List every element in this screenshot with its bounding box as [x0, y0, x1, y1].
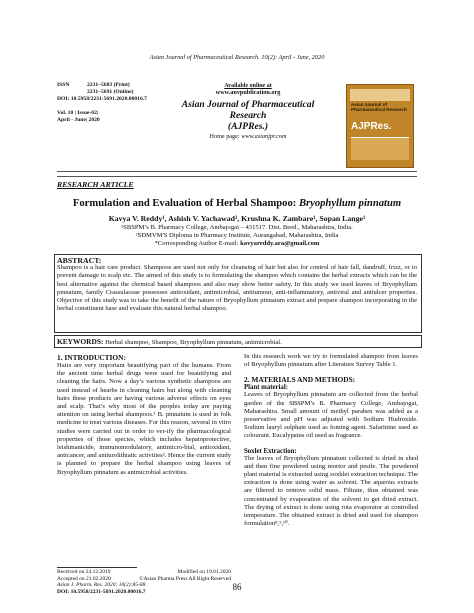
date-modified: Modified on 19.01.2020: [177, 569, 231, 575]
footer-doi: DOI: 10.5958/2231-5691.2020.00016.7: [57, 588, 146, 595]
article-title: [40, 198, 434, 209]
right-column: [244, 353, 418, 528]
citation: Asian J. Pharm. Res. 2020; 10(2):85-88.: [57, 582, 147, 589]
issn-vol: Vol. 10 | Issue-02|: [57, 109, 99, 116]
page-number: 86: [232, 582, 242, 592]
available-online-label: Available online at: [224, 83, 272, 89]
title-main: Formulation and Evaluation of Herbal Shampoo:: [72, 198, 299, 209]
issn-label: ISSN: [57, 82, 70, 88]
issn-doi: DOI: 10.5958/2231-5691.2020.00016.7: [57, 96, 147, 103]
intro-heading: 1. INTRODUCTION:: [57, 353, 126, 362]
corresponding-author: [40, 240, 434, 248]
running-head: Asian Journal of Pharmaceutical Research. 10(2): April - June, 2020: [149, 54, 325, 61]
header-rule: [57, 176, 417, 177]
abstract-text: Shampoo is a hair care product. Shampoos are used not only for cleansing of hair but also for control of hair fall, dandruff, frizz, or to prevent damage to scalp etc. The aimed of this study is to formulating the shampoo which contains the herbal extracts which can be the best alternative against the chemical based shampoos and also may show better safety. In this study we used leaves of Bryophyllum pinnatum, family Crassulaceae possesses antioxidant, antimicrobial, antitumour, anti-inflammatory, antiviral and antiulcer properties. Objective of this study was to take the benefit of the nature of Bryophyllum pinnatum extract and prepare shampoo incorporating in the herbal constituent base and evaluate this natural herbal shampoo.: [57, 264, 417, 313]
home-page-label: Home page: [209, 133, 238, 140]
affiliation-2: ²SDMVM'S Diploma in Pharmacy Institute, Aurangabad, Maharashtra, India: [135, 232, 339, 239]
home-page-url[interactable]: www.asianjpr.com: [241, 133, 287, 140]
date-received: Received on 24.12.2019: [57, 569, 111, 575]
journal-name-line2: (AJPRes.): [227, 121, 269, 132]
journal-header: [168, 83, 328, 140]
corresponding-label: *Corresponding Author E-mail:: [154, 240, 241, 247]
issn-block: [57, 82, 147, 124]
left-column: [57, 353, 231, 477]
affiliation-1: ¹SBSPM’s B. Pharmacy College, Ambajogai – 431517. Dist. Beed., Maharashtra, India.: [121, 224, 353, 231]
intro-continuation: In this research work we try to formulated shampoo from leaves of Bryophyllum pinnatum after Literature Survey Table 1.: [244, 353, 418, 369]
article-type-label: RESEARCH ARTICLE: [57, 180, 134, 189]
header-rule: [57, 171, 417, 172]
date-accepted: Accepted on 21.02.2020: [57, 575, 111, 582]
issn-period: April - June| 2020: [57, 116, 100, 123]
home-page: Home page: www.asianjpr.com: [209, 133, 287, 140]
publisher-url[interactable]: www.anvpublication.org: [215, 89, 281, 96]
cover-title: Asian Journal of Pharmaceutical Research: [351, 102, 407, 113]
journal-cover-image: [346, 84, 414, 168]
author-list: Kavya V. Reddy¹, Ashish V. Yachawad², Krushna K. Zambare¹, Sopan Lange¹: [108, 214, 366, 223]
keywords: [57, 337, 417, 346]
journal-name: [168, 99, 328, 132]
issn-print: 2231–5683 (Print): [87, 82, 130, 88]
intro-text: Hairs are very important beautifying part of the humans. From the ancient time herbal drugs were used for beautifying and cleaning the hairs. Now a day’s various synthetic shampoos are used instead of hearbs in cleaning hairs but along with cleaning hairs these products are having various adverse effects on eyes and scalp. That’s why most of the peoples today are paying attention on using herbal shampoos.¹ B. pinnatum is used in folk medicine to treat various diseases. For this reason, several in vitro studies were carried out in order to ver-ify the pharmacological properties of those species, which includes hepatoprotective, leishmanicide, immunomodulatory, antimicro-bial, antioxidant, anticancer, and antiurolithiatic activities². Hence the current study is planned to prepare the herbal shampoo using leaves of Bryophyllum pinnatum as antmicrobial activities.: [57, 362, 231, 476]
cover-abbr: AJPRes.: [351, 121, 392, 132]
keywords-label: KEYWORDS:: [57, 337, 104, 346]
copyright: ©Asian Pharma Press All Right Reserved: [139, 575, 231, 582]
plant-material-heading: Plant material:: [244, 384, 288, 392]
keywords-text: Herbal shampoo, Shampoo, Bryophyllum pinnatum, antimicrobial.: [105, 339, 282, 346]
soxlet-text: The leaves of Bryophyllum pinnatum collected is dried in shed and then fine powdered using mortor and pestle. The powdered plant material is extracted using soxhlet extraction technique. The extraction is done using water as solvent. The aqueous extracts are filtered to remove solid mass. Filtrate, thus obtained was concentrated by evaporation of the solvent to get dried extract. The drying of extract is done using rota evaporator at controlled temperature. The obtained extract is dried and used for shampoo formulation⁸,⁹,¹⁰.: [244, 454, 418, 528]
abstract-heading: ABSTRACT:: [57, 256, 102, 265]
title-italic: Bryophyllum pinnatum: [298, 198, 402, 209]
dates-rule: [57, 567, 137, 568]
methods-heading: 2. MATERIALS AND METHODS:: [244, 375, 356, 385]
soxlet-heading: Soxlet Extraction:: [244, 447, 297, 455]
plant-material-text: Leaves of Bryophyllum pinnatum are collected from the herbal garden of the SBSPM’s B. Pharmacy College, Ambajogai, Maharashtra. Small amount of methyl paraben was added as a preservative and pH was adjusted with Sodium Hudroxide. Sodium lauryl sulphate used as foming agent. Safarinine used as colourant. Eucalypatus oil used as fragrance.: [244, 391, 418, 440]
journal-name-line1: Asian Journal of Pharmaceutical Research: [181, 99, 315, 121]
issn-online: 2231–5691 (Online): [87, 89, 134, 96]
corresponding-email[interactable]: kavyareddy.ara@gmail.com: [240, 240, 320, 247]
